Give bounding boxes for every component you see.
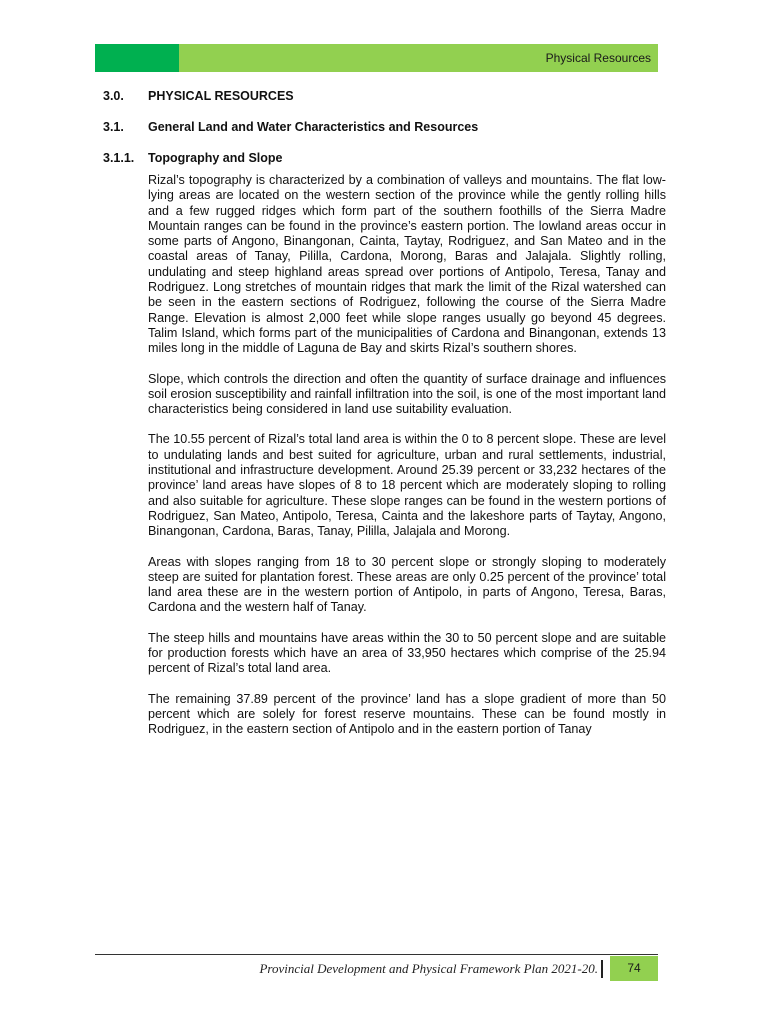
- paragraph-slope-30-50: The steep hills and mountains have areas within the 30 to 50 percent slope and are suitable for production forests which have an area of 33,950 hectares which comprise of the 25.94 percent of Rizal’s total land area.: [148, 630, 666, 676]
- section-number: 3.1.1.: [103, 151, 135, 165]
- paragraph-slope-18-30: Areas with slopes ranging from 18 to 30 percent slope or strongly sloping to moderately steep are suited for plantation forest. These areas are only 0.25 percent of the province’ total land area these are in the western portion of Antipolo, in parts of Angono, Teresa, Baras, Cardona and the western half of Tanay.: [148, 554, 666, 615]
- section-title: PHYSICAL RESOURCES: [148, 89, 294, 103]
- section-title: General Land and Water Characteristics and Resources: [148, 120, 479, 134]
- paragraph-slope-over-50: The remaining 37.89 percent of the province’ land has a slope gradient of more than 50 percent which are solely for forest reserve mountains. These can be found mostly in Rodriguez, in the eastern section of Antipolo and in the eastern portion of Tanay: [148, 691, 666, 737]
- document-body: [103, 88, 666, 753]
- section-number: 3.1.: [103, 120, 124, 134]
- section-title: Topography and Slope: [148, 151, 283, 165]
- paragraphs: [148, 173, 666, 738]
- footer-title: Provincial Development and Physical Framework Plan 2021-20.: [259, 961, 598, 976]
- header-accent-block: [95, 44, 179, 72]
- header-title: Physical Resources: [545, 51, 651, 65]
- paragraph-slope-definition: Slope, which controls the direction and often the quantity of surface drainage and influences soil erosion susceptibility and rainfall infiltration into the soil, is one of the most important land characteristics being considered in land use suitability evaluation.: [148, 371, 667, 417]
- footer-separator: [601, 960, 603, 978]
- section-heading-3-1: [103, 119, 666, 135]
- section-number: 3.0.: [103, 89, 124, 103]
- section-heading-3-1-1: [103, 150, 666, 166]
- section-heading-3-0: [103, 88, 666, 104]
- paragraph-slope-0-18: The 10.55 percent of Rizal’s total land area is within the 0 to 8 percent slope. These are level to undulating lands and best suited for agriculture, urban and rural settlements, industrial, institutional and infrastructure development. Around 25.39 percent or 33,232 hectares of the province’ land areas have slopes of 8 to 18 percent which are moderately sloping to rolling and also suitable for agriculture. These slope ranges can be found in the western portions of Rodriguez, San Mateo, Antipolo, Teresa, Cainta and the lakeshore parts of Taytay, Angono, Binangonan, Cardona, Baras, Tanay, Pililla, Jalajala and Morong.: [148, 432, 666, 539]
- paragraph-topography: Rizal’s topography is characterized by a combination of valleys and mountains. The flat low-lying areas are located on the western section of the province while the gently rolling hills and a few rugged ridges which form part of the southern foothills of the Sierra Madre Mountain ranges can be found in the province’s eastern portion. The lowland areas occur in some parts of Angono, Binangonan, Cainta, Taytay, Rodriguez, and San Mateo and in the coastal areas of Tanay, Pililla, Cardona, Morong, Baras and Jalajala. Slightly rolling, undulating and steep highland areas spread over portions of Antipolo, Teresa, Tanay and Rodriguez. Long stretches of mountain ridges that mark the limit of the Rizal watershed can be seen in the eastern sections of Rodriguez, following the course of the Sierra Madre Range. Elevation is almost 2,000 feet while slope ranges usually go beyond 45 degrees. Talim Island, which forms part of the municipalities of Cardona and Binangonan, extends 13 miles long in the middle of Laguna de Bay and skirts Rizal’s southern shores.: [148, 173, 666, 356]
- footer-divider: [95, 954, 658, 955]
- page-number: 74: [610, 956, 658, 981]
- header-bar: [95, 44, 658, 72]
